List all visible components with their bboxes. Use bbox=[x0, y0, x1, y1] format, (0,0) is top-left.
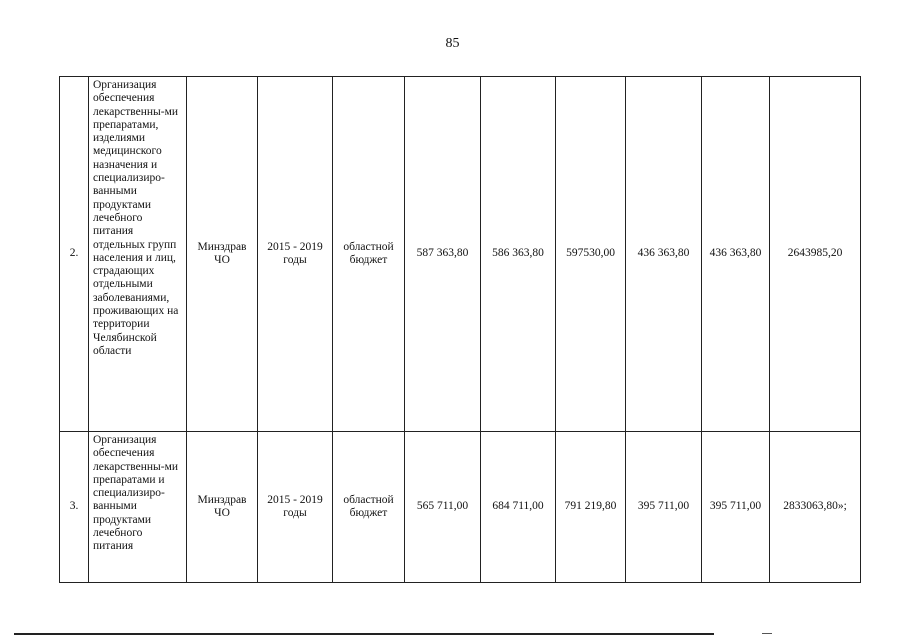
footer-divider bbox=[14, 633, 714, 635]
amount-2018-cell: 395 711,00 bbox=[626, 432, 702, 583]
amount-2016-cell: 684 711,00 bbox=[481, 432, 556, 583]
amount-2019-cell: 395 711,00 bbox=[702, 432, 770, 583]
amount-2017-cell: 791 219,80 bbox=[556, 432, 626, 583]
table-row bbox=[60, 77, 861, 432]
activity-name: Организация обеспечения лекарственны-ми препаратами, изделиями медицинского назначения и специализиро-ванными продуктами лечебного питания отдельных групп населения и лиц, страдающих отдельными заболеваниями, проживающих на территории Челябинской области bbox=[89, 77, 187, 432]
table-row bbox=[60, 432, 861, 583]
funding-source-cell: областной бюджет bbox=[333, 77, 405, 432]
amount-2018-cell: 436 363,80 bbox=[626, 77, 702, 432]
executor-cell: Минздрав ЧО bbox=[187, 432, 258, 583]
footer-divider-short bbox=[762, 633, 772, 634]
page-number: 85 bbox=[445, 36, 460, 51]
period-cell: 2015 - 2019 годы bbox=[258, 432, 333, 583]
amount-total-cell: 2833063,80»; bbox=[770, 432, 861, 583]
program-activities-table bbox=[59, 76, 861, 583]
amount-2019-cell: 436 363,80 bbox=[702, 77, 770, 432]
period-cell: 2015 - 2019 годы bbox=[258, 77, 333, 432]
activity-name: Организация обеспечения лекарственны-ми препаратами и специализиро-ванными продуктами лечебного питания bbox=[89, 432, 187, 583]
amount-total-cell: 2643985,20 bbox=[770, 77, 861, 432]
executor-cell: Минздрав ЧО bbox=[187, 77, 258, 432]
amount-2015-cell: 565 711,00 bbox=[405, 432, 481, 583]
amount-2016-cell: 586 363,80 bbox=[481, 77, 556, 432]
row-index: 2. bbox=[60, 77, 89, 432]
row-index: 3. bbox=[60, 432, 89, 583]
amount-2015-cell: 587 363,80 bbox=[405, 77, 481, 432]
amount-2017-cell: 597530,00 bbox=[556, 77, 626, 432]
funding-source-cell: областной бюджет bbox=[333, 432, 405, 583]
